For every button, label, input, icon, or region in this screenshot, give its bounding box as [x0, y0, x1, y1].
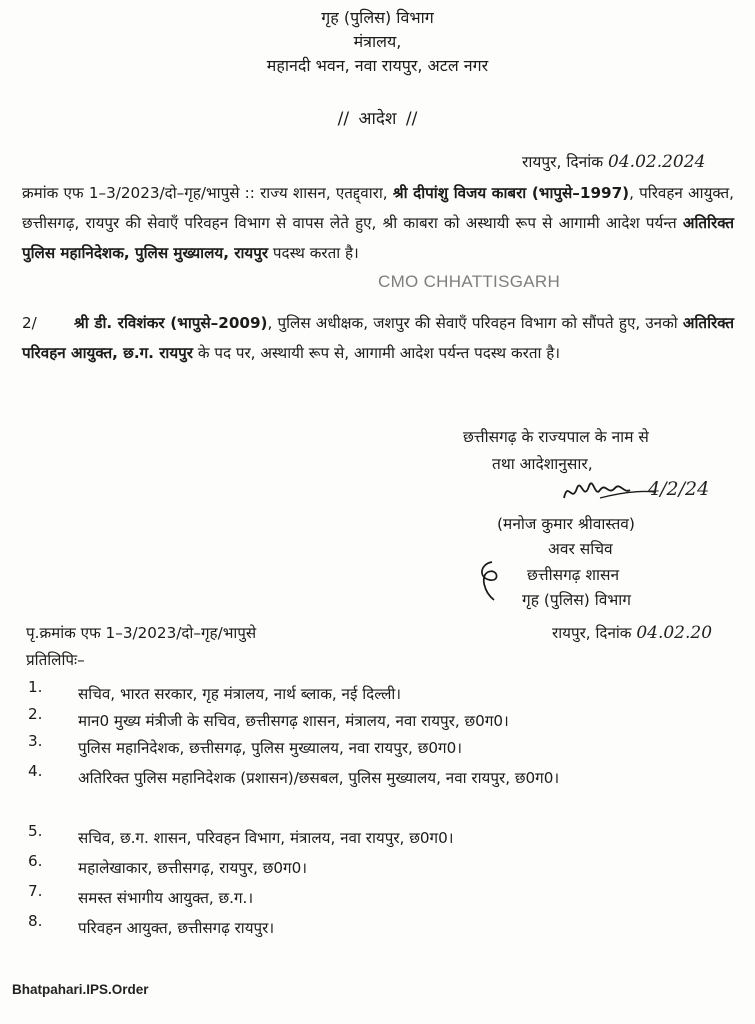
- list-item-number: 2.: [28, 705, 43, 723]
- order-paragraph-2: [22, 308, 734, 368]
- para2-number: 2/: [22, 314, 37, 332]
- signatory-dept-2: गृह (पुलिस) विभाग: [522, 591, 631, 609]
- list-item-text: समस्त संभागीय आयुक्त, छ.ग.।: [78, 889, 254, 907]
- signatory-name: (मनोज कुमार श्रीवास्तव): [497, 515, 635, 533]
- endorsement-date: 04.02.20: [636, 623, 713, 643]
- list-item-text: मान0 मुख्य मंत्रीजी के सचिव, छत्तीसगढ़ शासन, मंत्रालय, नवा रायपुर, छ0ग0।: [78, 712, 509, 730]
- officer-2-new-post: अतिरिक्त परिवहन आयुक्त, छ.ग. रायपुर: [22, 314, 735, 362]
- list-item-text: पुलिस महानिदेशक, छत्तीसगढ़, पुलिस मुख्यालय, नवा रायपुर, छ0ग0।: [78, 739, 462, 757]
- signature-date: 4/2/24: [648, 478, 710, 500]
- department-name: गृह (पुलिस) विभाग: [321, 8, 434, 27]
- signatory-designation: अवर सचिव: [548, 540, 613, 558]
- list-item-number: 5.: [28, 822, 43, 840]
- para2-text-a: , पुलिस अधीक्षक, जशपुर की सेवाएँ परिवहन विभाग को सौंपते हुए, उनको: [267, 314, 683, 332]
- copy-to-label: प्रतिलिपिः–: [26, 651, 85, 669]
- authority-line-1: छत्तीसगढ़ के राज्यपाल के नाम से: [463, 428, 649, 446]
- list-item-number: 3.: [28, 732, 43, 750]
- list-item: [28, 732, 728, 762]
- para1-text-b: , परिवहन आयुक्त, छत्तीसगढ़, रायपुर की सेवाएँ परिवहन विभाग से वापस लेते हुए, श्री काबरा को अस्थायी रूप से आगामी आदेश पर्यन्त: [22, 184, 734, 232]
- endorsement-number: पृ.क्रमांक एफ 1–3/2023/दो–गृह/भापुसे: [26, 624, 257, 642]
- order-title: // आदेश //: [337, 109, 418, 129]
- officer-1-name: श्री दीपांशु विजय काबरा (भापुसे–1997): [392, 184, 630, 202]
- endorsement-place-date: [552, 623, 712, 643]
- list-item: [28, 912, 728, 942]
- list-item-text: सचिव, भारत सरकार, गृह मंत्रालय, नार्थ ब्लाक, नई दिल्ली।: [78, 685, 402, 703]
- signatory-dept-1: छत्तीसगढ़ शासन: [527, 566, 620, 584]
- para1-text-a: क्रमांक एफ 1–3/2023/दो–गृह/भापुसे :: राज्य शासन, एतद्द्वारा,: [22, 184, 393, 202]
- list-item-number: 6.: [28, 852, 43, 870]
- list-item: [28, 822, 728, 852]
- initial-mark: [470, 556, 510, 606]
- list-item-number: 4.: [28, 762, 43, 780]
- list-item-text: सचिव, छ.ग. शासन, परिवहन विभाग, मंत्रालय, नवा रायपुर, छ0ग0।: [78, 829, 454, 847]
- place-date-label: रायपुर, दिनांक: [522, 153, 604, 171]
- list-item-text: अतिरिक्त पुलिस महानिदेशक (प्रशासन)/छसबल, पुलिस मुख्यालय, नवा रायपुर, छ0ग0।: [78, 769, 560, 787]
- list-item-text: महालेखाकार, छत्तीसगढ़, रायपुर, छ0ग0।: [78, 859, 308, 877]
- list-item-number: 1.: [28, 678, 43, 696]
- order-paragraph-1: [22, 178, 734, 268]
- office-address: महानदी भवन, नवा रायपुर, अटल नगर: [266, 56, 489, 75]
- order-date: 04.02.2024: [608, 152, 706, 172]
- list-item-text: परिवहन आयुक्त, छत्तीसगढ़ रायपुर।: [78, 919, 275, 937]
- list-item: [28, 705, 728, 735]
- para1-text-c: पदस्थ करता है।: [268, 244, 359, 262]
- para2-text-b: के पद पर, अस्थायी रूप से, आगामी आदेश पर्यन्त पदस्थ करता है।: [193, 344, 561, 362]
- list-item-number: 8.: [28, 912, 43, 930]
- officer-2-name: श्री डी. रविशंकर (भापुसे–2009): [74, 314, 268, 332]
- list-item: [28, 882, 728, 912]
- endorsement-place-label: रायपुर, दिनांक: [552, 624, 632, 642]
- place-date: [522, 150, 705, 172]
- list-item: [28, 762, 728, 822]
- watermark: CMO CHHATTISGARH: [378, 272, 561, 291]
- authority-line-2: तथा आदेशानुसार,: [492, 455, 593, 473]
- footer-source: Bhatpahari.IPS.Order: [12, 982, 149, 997]
- list-item: [28, 678, 728, 708]
- officer-1-new-post: अतिरिक्त पुलिस महानिदेशक, पुलिस मुख्यालय, रायपुर: [22, 214, 734, 262]
- list-item-number: 7.: [28, 882, 43, 900]
- ministry-name: मंत्रालय,: [353, 32, 402, 51]
- list-item: [28, 852, 728, 882]
